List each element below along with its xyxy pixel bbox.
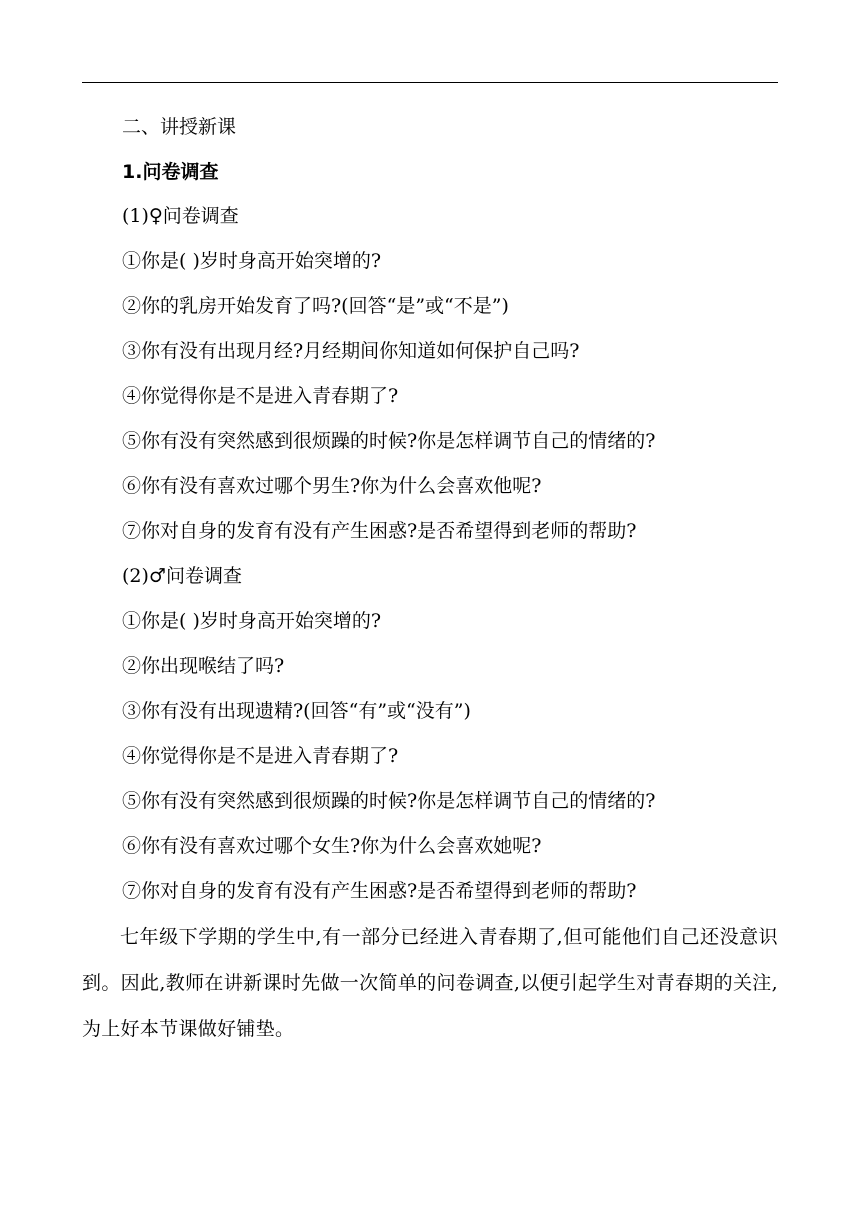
male-survey-title: (2)♂问卷调查 — [122, 565, 242, 587]
female-question-2: ②你的乳房开始发育了吗?(回答“是”或“不是”) — [122, 295, 509, 317]
female-question-5: ⑤你有没有突然感到很烦躁的时候?你是怎样调节自己的情绪的? — [122, 430, 656, 452]
female-question-7: ⑦你对自身的发育有没有产生困惑?是否希望得到老师的帮助? — [122, 520, 637, 542]
male-question-7: ⑦你对自身的发育有没有产生困惑?是否希望得到老师的帮助? — [122, 880, 637, 902]
female-question-1: ①你是( )岁时身高开始突增的? — [122, 250, 382, 272]
female-question-4: ④你觉得你是不是进入青春期了? — [122, 385, 399, 407]
header-rule — [82, 82, 778, 83]
female-survey-title: (1)♀问卷调查 — [122, 205, 239, 227]
male-question-3: ③你有没有出现遗精?(回答“有”或“没有”) — [122, 700, 471, 722]
section-heading: 二、讲授新课 — [122, 116, 237, 138]
subheading: 1.问卷调查 — [122, 161, 219, 183]
male-question-4: ④你觉得你是不是进入青春期了? — [122, 745, 399, 767]
female-question-3: ③你有没有出现月经?月经期间你知道如何保护自己吗? — [122, 340, 580, 362]
male-question-5: ⑤你有没有突然感到很烦躁的时候?你是怎样调节自己的情绪的? — [122, 790, 656, 812]
explanation-paragraph: 七年级下学期的学生中,有一部分已经进入青春期了,但可能他们自己还没意识到。因此,教师在讲新课时先做一次简单的问卷调查,以便引起学生对青春期的关注,为上好本节课做好铺垫。 — [82, 926, 778, 1040]
male-question-6: ⑥你有没有喜欢过哪个女生?你为什么会喜欢她呢? — [122, 835, 542, 857]
female-question-6: ⑥你有没有喜欢过哪个男生?你为什么会喜欢他呢? — [122, 475, 542, 497]
male-question-2: ②你出现喉结了吗? — [122, 655, 285, 677]
male-question-1: ①你是( )岁时身高开始突增的? — [122, 610, 382, 632]
